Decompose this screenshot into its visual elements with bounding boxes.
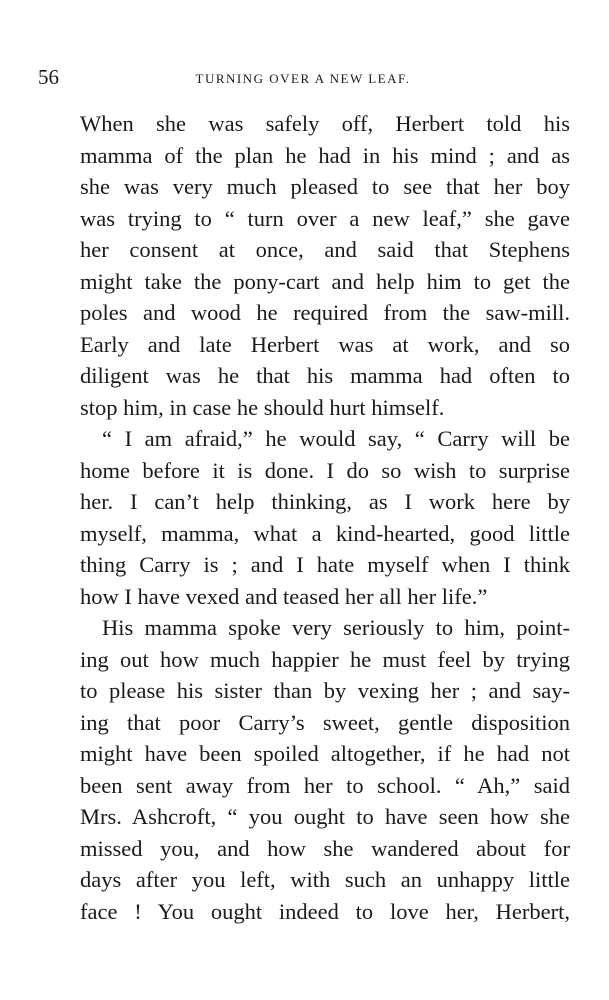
text-line: ing that poor Carry’s sweet, gentle disposition — [80, 709, 570, 735]
text-line: been sent away from her to school. “ Ah,” said — [80, 772, 570, 798]
text-line: diligent was he that his mamma had often to — [80, 363, 570, 388]
text-line: missed you, and how she wandered about for — [80, 835, 570, 861]
text-line: her consent at once, and said that Stephens — [80, 237, 570, 262]
text-line: Early and late Herbert was at work, and so — [80, 331, 570, 357]
text-line: how I have vexed and teased her all her life.” — [80, 583, 488, 609]
text-line: face ! You ought indeed to love her, Herbert, — [80, 898, 570, 924]
text-line: myself, mamma, what a kind-hearted, good little — [80, 520, 570, 546]
text-line: to please his sister than by vexing her ; and say- — [80, 678, 570, 703]
text-line: her. I can’t help thinking, as I work here by — [80, 489, 570, 514]
text-line: thing Carry is ; and I hate myself when I think — [80, 552, 570, 577]
text-line: mamma of the plan he had in his mind ; and as — [80, 142, 570, 168]
page-number: 56 — [38, 65, 59, 89]
text-line: she was very much pleased to see that her boy — [80, 174, 570, 199]
body-text — [80, 108, 570, 927]
text-line: might have been spoiled altogether, if he had not — [80, 741, 570, 766]
text-line: might take the pony-cart and help him to get the — [80, 268, 570, 294]
text-line: was trying to “ turn over a new leaf,” she gave — [80, 205, 570, 231]
text-line: home before it is done. I do so wish to surprise — [80, 457, 570, 483]
text-line: His mamma spoke very seriously to him, point- — [102, 615, 570, 640]
text-line: stop him, in case he should hurt himself. — [80, 394, 445, 420]
text-line: ing out how much happier he must feel by trying — [80, 646, 570, 672]
text-line: days after you left, with such an unhappy little — [80, 867, 570, 892]
text-line: When she was safely off, Herbert told his — [80, 111, 570, 136]
text-line: poles and wood he required from the saw-mill. — [80, 300, 570, 325]
running-title: TURNING OVER A NEW LEAF. — [195, 71, 411, 86]
text-line: Mrs. Ashcroft, “ you ought to have seen how she — [80, 804, 570, 829]
page-header — [38, 62, 568, 92]
text-line: “ I am afraid,” he would say, “ Carry will be — [102, 426, 570, 451]
